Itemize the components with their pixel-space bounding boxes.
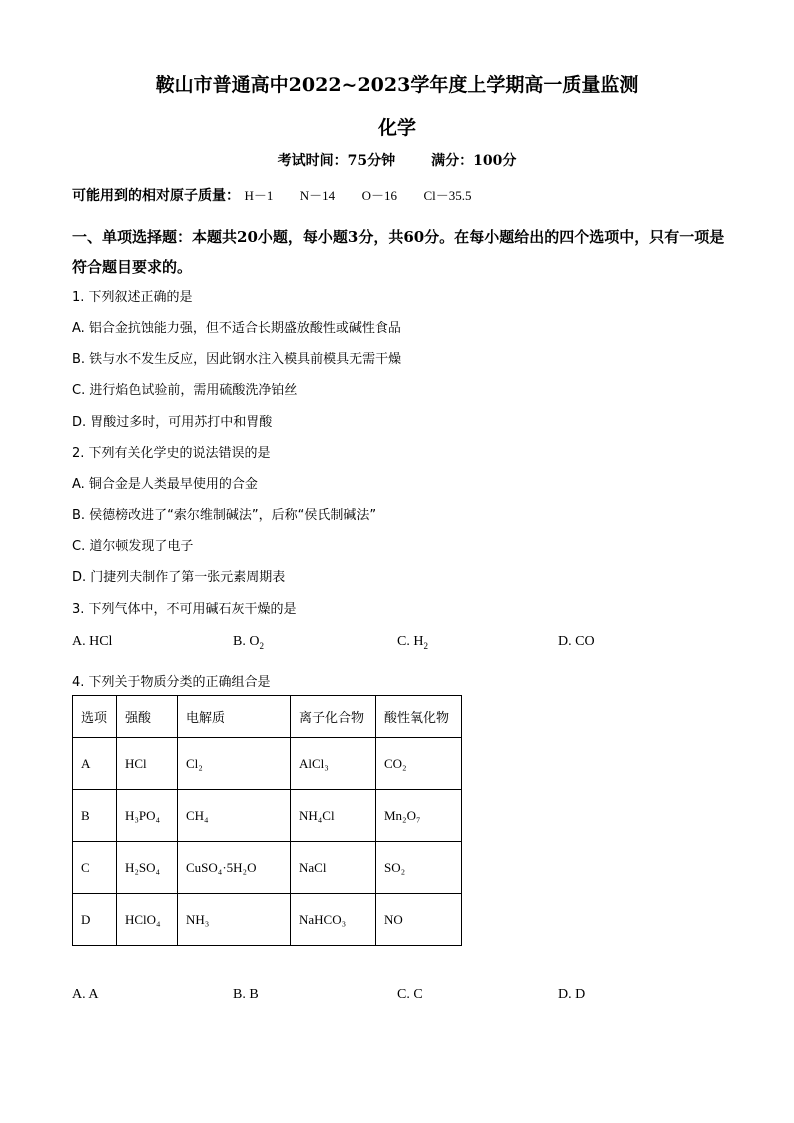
header-ionic-compound: 离子化合物 [291, 696, 376, 738]
q3-stem: 3. 下列气体中，不可用碱石灰干燥的是 [72, 602, 297, 617]
table-row [73, 790, 462, 842]
q4-option-c: C. C [397, 987, 423, 1002]
q2-option-d: D. 门捷列夫制作了第一张元素周期表 [72, 570, 286, 585]
exam-info [0, 150, 794, 170]
table-row [73, 842, 462, 894]
electrolyte-cell: CuSO₄·5H₂O [178, 842, 291, 894]
table-row [73, 738, 462, 790]
q1-option-d: D. 胃酸过多时，可用苏打中和胃酸 [72, 415, 273, 430]
row-option: A [73, 738, 117, 790]
header-strong-acid: 强酸 [117, 696, 178, 738]
atomic-mass-n: N－14 [299, 188, 336, 203]
header-acidic-oxide: 酸性氧化物 [376, 696, 462, 738]
atomic-masses-label: 可能用到的相对原子质量： [72, 188, 240, 204]
acidic-oxide-cell: Mn₂O₇ [376, 790, 462, 842]
atomic-mass-o: O－16 [361, 188, 398, 203]
q3-option-d: D. CO [558, 634, 595, 649]
acidic-oxide-cell: SO₂ [376, 842, 462, 894]
q2-option-c: C. 道尔顿发现了电子 [72, 539, 194, 554]
exam-title: 鞍山市普通高中2022~2023学年度上学期高一质量监测 [155, 74, 639, 96]
q1-stem: 1. 下列叙述正确的是 [72, 290, 193, 305]
strong-acid-cell: HClO₄ [117, 894, 178, 946]
q3-option-c: C. $H_2$ [397, 634, 428, 651]
header-option: 选项 [73, 696, 117, 738]
header-electrolyte: 电解质 [178, 696, 291, 738]
row-option: C [73, 842, 117, 894]
electrolyte-cell: NH₃ [178, 894, 291, 946]
row-option: D [73, 894, 117, 946]
q4-stem: 4. 下列关于物质分类的正确组合是 [72, 675, 271, 690]
q1-option-c: C. 进行焰色试验前，需用硫酸洗净铂丝 [72, 383, 298, 398]
electrolyte-cell: Cl₂ [178, 738, 291, 790]
q2-stem: 2. 下列有关化学史的说法错误的是 [72, 446, 271, 461]
classification-table [72, 695, 462, 946]
atomic-masses [72, 185, 494, 205]
subject-title: 化学 [377, 117, 416, 139]
q3-option-b: B. $O_2$ [233, 634, 264, 651]
table-header-row [73, 696, 462, 738]
exam-time: 考试时间：75分钟 [277, 153, 396, 169]
strong-acid-cell: H₃PO₄ [117, 790, 178, 842]
section-heading: 一、单项选择题：本题共20小题，每小题3分，共60分。在每小题给出的四个选项中，只有一项是符合题目要求的。 [72, 228, 725, 276]
atomic-mass-cl: Cl－35.5 [423, 188, 472, 203]
row-option: B [73, 790, 117, 842]
q3-option-a: A. HCl [72, 634, 113, 649]
ionic-compound-cell: NH₄Cl [291, 790, 376, 842]
q4-option-a: A. A [72, 987, 99, 1002]
acidic-oxide-cell: CO₂ [376, 738, 462, 790]
q4-option-d: D. D [558, 987, 586, 1002]
q2-option-b: B. 侯德榜改进了“索尔维制碱法”，后称“侯氏制碱法” [72, 508, 377, 523]
acidic-oxide-cell: NO [376, 894, 462, 946]
strong-acid-cell: HCl [117, 738, 178, 790]
ionic-compound-cell: NaCl [291, 842, 376, 894]
full-score: 满分：100分 [431, 153, 517, 169]
q1-option-a: A. 铝合金抗蚀能力强，但不适合长期盛放酸性或碱性食品 [72, 321, 401, 336]
ionic-compound-cell: AlCl₃ [291, 738, 376, 790]
table-row [73, 894, 462, 946]
strong-acid-cell: H₂SO₄ [117, 842, 178, 894]
q4-option-b: B. B [233, 987, 259, 1002]
atomic-mass-h: H－1 [244, 188, 274, 203]
electrolyte-cell: CH₄ [178, 790, 291, 842]
q2-option-a: A. 铜合金是人类最早使用的合金 [72, 477, 258, 492]
q1-option-b: B. 铁与水不发生反应，因此钢水注入模具前模具无需干燥 [72, 352, 402, 367]
ionic-compound-cell: NaHCO₃ [291, 894, 376, 946]
